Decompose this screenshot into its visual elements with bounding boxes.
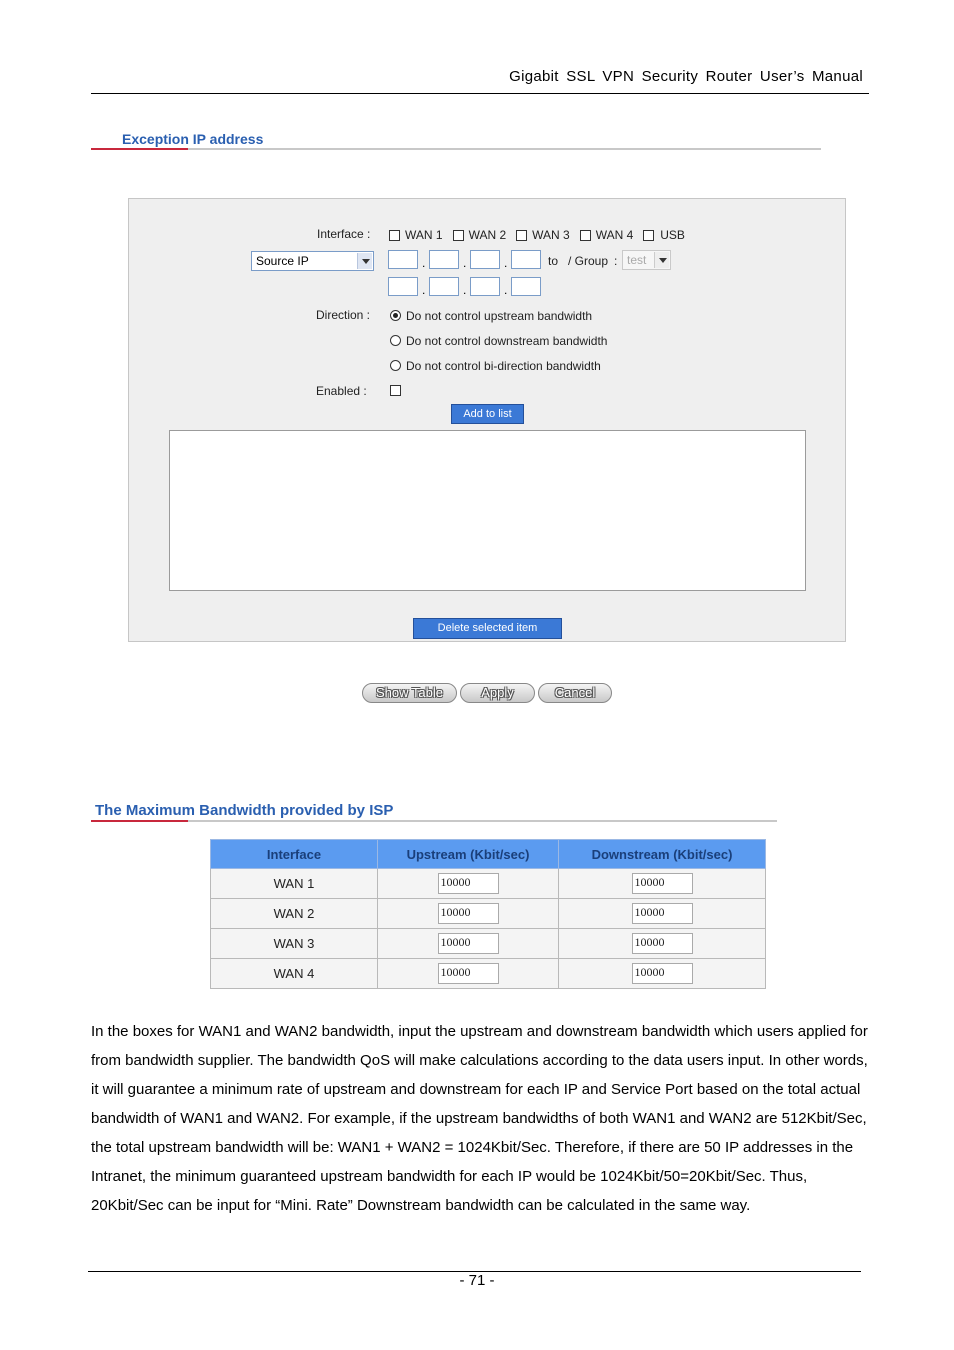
add-to-list-button[interactable]: Add to list [451,404,524,424]
cancel-button[interactable]: Cancel [538,683,612,703]
downstream-cell [559,929,766,959]
header-rule [91,93,869,94]
bandwidth-section-title: The Maximum Bandwidth provided by ISP [95,802,394,819]
wan2-downstream-input[interactable]: 10000 [632,903,693,924]
exception-list[interactable] [169,430,806,591]
wan2-upstream-input[interactable]: 10000 [438,903,499,924]
radio-no-downstream[interactable] [390,335,401,346]
enabled-label: Enabled : [316,384,367,398]
upstream-cell [378,929,559,959]
table-row [211,869,766,899]
upstream-cell [378,869,559,899]
interface-cell: WAN 4 [211,959,378,989]
bandwidth-table [210,839,766,989]
ip-start-octet-4[interactable] [511,250,541,269]
wan3-downstream-input[interactable]: 10000 [632,933,693,954]
delete-selected-item-button[interactable]: Delete selected item [413,618,562,639]
interface-checkbox-group [389,228,685,242]
downstream-cell [559,869,766,899]
radio-no-bidirection[interactable] [390,360,401,371]
wan2-checkbox[interactable] [453,230,464,241]
direction-option-bidirection: Do not control bi-direction bandwidth [406,359,601,373]
wan4-upstream-input[interactable]: 10000 [438,963,499,984]
table-row [211,959,766,989]
source-type-value: Source IP [256,254,309,268]
interface-cell: WAN 1 [211,869,378,899]
ip-end-octet-3[interactable] [470,277,500,296]
ip-start-octet-3[interactable] [470,250,500,269]
dot: . [422,256,426,270]
wan1-label: WAN 1 [405,228,443,242]
table-row [211,899,766,929]
chevron-down-icon [654,252,669,268]
wan1-downstream-input[interactable]: 10000 [632,873,693,894]
wan1-checkbox[interactable] [389,230,400,241]
wan2-label: WAN 2 [468,228,507,242]
chevron-down-icon [357,253,372,269]
wan3-label: WAN 3 [532,228,570,242]
usb-label: USB [660,228,685,242]
upstream-cell [378,899,559,929]
section-underline [188,148,821,150]
wan3-checkbox[interactable] [516,230,527,241]
ip-end-octet-1[interactable] [388,277,418,296]
enabled-checkbox[interactable] [390,385,401,396]
dot: . [463,283,467,297]
table-row [211,929,766,959]
dot: . [463,256,467,270]
wan1-upstream-input[interactable]: 10000 [438,873,499,894]
section-underline [188,820,777,822]
group-select-value: test [627,253,647,267]
ip-start-octet-2[interactable] [429,250,459,269]
column-header-interface: Interface [211,840,378,869]
wan3-upstream-input[interactable]: 10000 [438,933,499,954]
direction-label: Direction : [316,308,371,322]
group-select[interactable] [622,250,671,270]
wan4-downstream-input[interactable]: 10000 [632,963,693,984]
ip-end-octet-4[interactable] [511,277,541,296]
ip-start-octet-1[interactable] [388,250,418,269]
table-header-row [211,840,766,869]
body-paragraph: In the boxes for WAN1 and WAN2 bandwidth, input the upstream and downstream bandwidth which users applied for from bandwidth supplier. The bandwidth QoS will make calculations according to the data users input. In other words, it will guarantee a minimum rate of upstream and downstream for each IP and Service Port based on the total actual bandwidth of WAN1 and WAN2. For example, if the upstream bandwidths of both WAN1 and WAN2 are 512Kbit/Sec, the total upstream bandwidth will be: WAN1 + WAN2 = 1024Kbit/Sec. Therefore, if there are 50 IP addresses in the Intranet, the minimum guaranteed upstream bandwidth for each IP would be 1024Kbit/50=20Kbit/Sec. Thus, 20Kbit/Sec can be input for “Mini. Rate” Downstream bandwidth can be calculated in the same way. [91,1023,868,1214]
show-table-button[interactable]: Show Table [362,683,457,703]
ip-end-octet-2[interactable] [429,277,459,296]
direction-option-upstream: Do not control upstream bandwidth [406,309,593,323]
interface-label: Interface : [317,227,371,241]
column-header-downstream: Downstream (Kbit/sec) [559,840,766,869]
apply-button[interactable]: Apply [460,683,535,703]
downstream-cell [559,899,766,929]
manual-title: Gigabit SSL VPN Security Router User’s Manual [509,68,863,85]
dot: . [422,283,426,297]
radio-no-upstream[interactable] [390,310,401,321]
exception-section-title: Exception IP address [122,131,264,147]
column-header-upstream: Upstream (Kbit/sec) [378,840,559,869]
dot: . [504,283,508,297]
section-underline-accent [91,820,188,822]
section-underline-accent [91,148,188,150]
interface-cell: WAN 2 [211,899,378,929]
source-type-select[interactable] [251,251,374,271]
interface-cell: WAN 3 [211,929,378,959]
to-label: to [548,254,559,268]
usb-checkbox[interactable] [643,230,654,241]
wan4-checkbox[interactable] [580,230,591,241]
group-colon: : [614,254,618,268]
upstream-cell [378,959,559,989]
dot: . [504,256,508,270]
group-label: / Group [568,254,609,268]
downstream-cell [559,959,766,989]
page-number: - 71 - [459,1272,495,1289]
wan4-label: WAN 4 [595,228,634,242]
direction-option-downstream: Do not control downstream bandwidth [406,334,608,348]
